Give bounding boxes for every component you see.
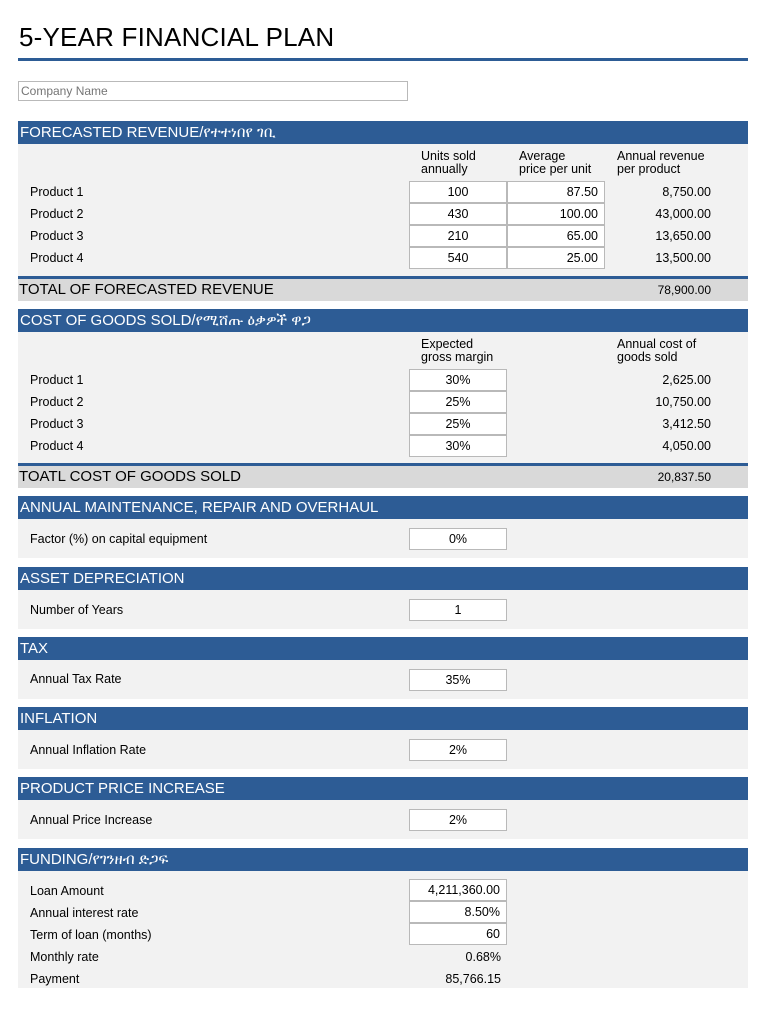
- section-header-depreciation: ASSET DEPRECIATION: [18, 567, 748, 590]
- cogs-total-label: TOATL COST OF GOODS SOLD: [19, 468, 241, 485]
- section-header-cogs: COST OF GOODS SOLD/የሚሸጡ ዕቃዎች ዋጋ: [18, 309, 748, 332]
- annual-revenue-value: 43,000.00: [655, 207, 711, 221]
- annual-cost-value: 4,050.00: [662, 439, 711, 453]
- maintenance-factor-label: Factor (%) on capital equipment: [30, 532, 208, 546]
- tax-panel: [18, 660, 748, 699]
- loan-amount-label: Loan Amount: [30, 884, 104, 898]
- annual-revenue-value: 13,500.00: [655, 251, 711, 265]
- units-sold-input[interactable]: 100: [409, 181, 507, 203]
- annual-cost-value: 10,750.00: [655, 395, 711, 409]
- price-per-unit-input[interactable]: 65.00: [507, 225, 605, 247]
- col-header-annual-line2: per product: [617, 162, 681, 176]
- col-header-units-line1: Units sold: [421, 149, 476, 163]
- col-header-annual-revenue: [617, 150, 705, 176]
- col-header-price-line2: price per unit: [519, 162, 592, 176]
- revenue-row-product-label: Product 3: [30, 229, 84, 243]
- interest-rate-label: Annual interest rate: [30, 906, 139, 920]
- cogs-total-row: [18, 463, 748, 488]
- loan-term-input[interactable]: 60: [409, 923, 507, 945]
- depreciation-years-label: Number of Years: [30, 603, 124, 617]
- units-sold-input[interactable]: 430: [409, 203, 507, 225]
- units-sold-input[interactable]: 210: [409, 225, 507, 247]
- col-header-price-line1: Average: [519, 149, 566, 163]
- company-name-input[interactable]: [18, 81, 408, 101]
- col-header-cost-line1: Annual cost of: [617, 337, 697, 351]
- col-header-units: [421, 150, 476, 176]
- col-header-margin-line1: Expected: [421, 337, 474, 351]
- cogs-row-product-label: Product 4: [30, 439, 84, 453]
- units-sold-input[interactable]: 540: [409, 247, 507, 269]
- gross-margin-input[interactable]: 30%: [409, 369, 507, 391]
- col-header-units-line2: annually: [421, 162, 468, 176]
- cogs-row-product-label: Product 1: [30, 373, 84, 387]
- section-header-maintenance: ANNUAL MAINTENANCE, REPAIR AND OVERHAUL: [18, 496, 748, 519]
- revenue-row-product-label: Product 2: [30, 207, 84, 221]
- depreciation-years-input[interactable]: 1: [409, 599, 507, 621]
- section-header-revenue: FORECASTED REVENUE/የተተነበየ ገቢ: [18, 121, 748, 144]
- section-header-inflation: INFLATION: [18, 707, 748, 730]
- inflation-rate-input[interactable]: 2%: [409, 739, 507, 761]
- price-per-unit-input[interactable]: 25.00: [507, 247, 605, 269]
- cogs-row-product-label: Product 2: [30, 395, 84, 409]
- payment-label: Payment: [30, 972, 80, 986]
- revenue-total-row: [18, 276, 748, 301]
- tax-rate-label: Annual Tax Rate: [30, 672, 122, 686]
- col-header-annual-cost: [617, 338, 696, 364]
- revenue-row-product-label: Product 4: [30, 251, 84, 265]
- loan-term-label: Term of loan (months): [30, 928, 152, 942]
- payment-value: 85,766.15: [445, 972, 501, 986]
- monthly-rate-label: Monthly rate: [30, 950, 99, 964]
- price-per-unit-input[interactable]: 100.00: [507, 203, 605, 225]
- col-header-gross-margin: [421, 338, 493, 364]
- price-per-unit-input[interactable]: 87.50: [507, 181, 605, 203]
- tax-rate-input[interactable]: 35%: [409, 669, 507, 691]
- monthly-rate-value: 0.68%: [465, 950, 501, 964]
- interest-rate-input[interactable]: 8.50%: [409, 901, 507, 923]
- loan-amount-input[interactable]: 4,211,360.00: [409, 879, 507, 901]
- col-header-annual-line1: Annual revenue: [617, 149, 705, 163]
- price-increase-input[interactable]: 2%: [409, 809, 507, 831]
- page-title: 5-YEAR FINANCIAL PLAN: [19, 22, 335, 52]
- gross-margin-input[interactable]: 30%: [409, 435, 507, 457]
- cogs-total-value: 20,837.50: [657, 470, 711, 484]
- col-header-cost-line2: goods sold: [617, 350, 678, 364]
- revenue-total-label: TOTAL OF FORECASTED REVENUE: [19, 281, 274, 298]
- col-header-margin-line2: gross margin: [421, 350, 494, 364]
- maintenance-factor-input[interactable]: 0%: [409, 528, 507, 550]
- annual-cost-value: 3,412.50: [662, 417, 711, 431]
- gross-margin-input[interactable]: 25%: [409, 413, 507, 435]
- cogs-row-product-label: Product 3: [30, 417, 84, 431]
- section-header-price-increase: PRODUCT PRICE INCREASE: [18, 777, 748, 800]
- section-header-funding: FUNDING/የገንዘብ ድጋፍ: [18, 848, 748, 871]
- depreciation-panel: [18, 590, 748, 629]
- inflation-rate-label: Annual Inflation Rate: [30, 743, 147, 757]
- price-increase-label: Annual Price Increase: [30, 813, 153, 827]
- revenue-total-value: 78,900.00: [657, 283, 711, 297]
- revenue-row-product-label: Product 1: [30, 185, 84, 199]
- col-header-price: [519, 150, 591, 176]
- annual-cost-value: 2,625.00: [662, 373, 711, 387]
- section-header-tax: TAX: [18, 637, 748, 660]
- annual-revenue-value: 8,750.00: [662, 185, 711, 199]
- gross-margin-input[interactable]: 25%: [409, 391, 507, 413]
- title-divider: [18, 58, 748, 61]
- annual-revenue-value: 13,650.00: [655, 229, 711, 243]
